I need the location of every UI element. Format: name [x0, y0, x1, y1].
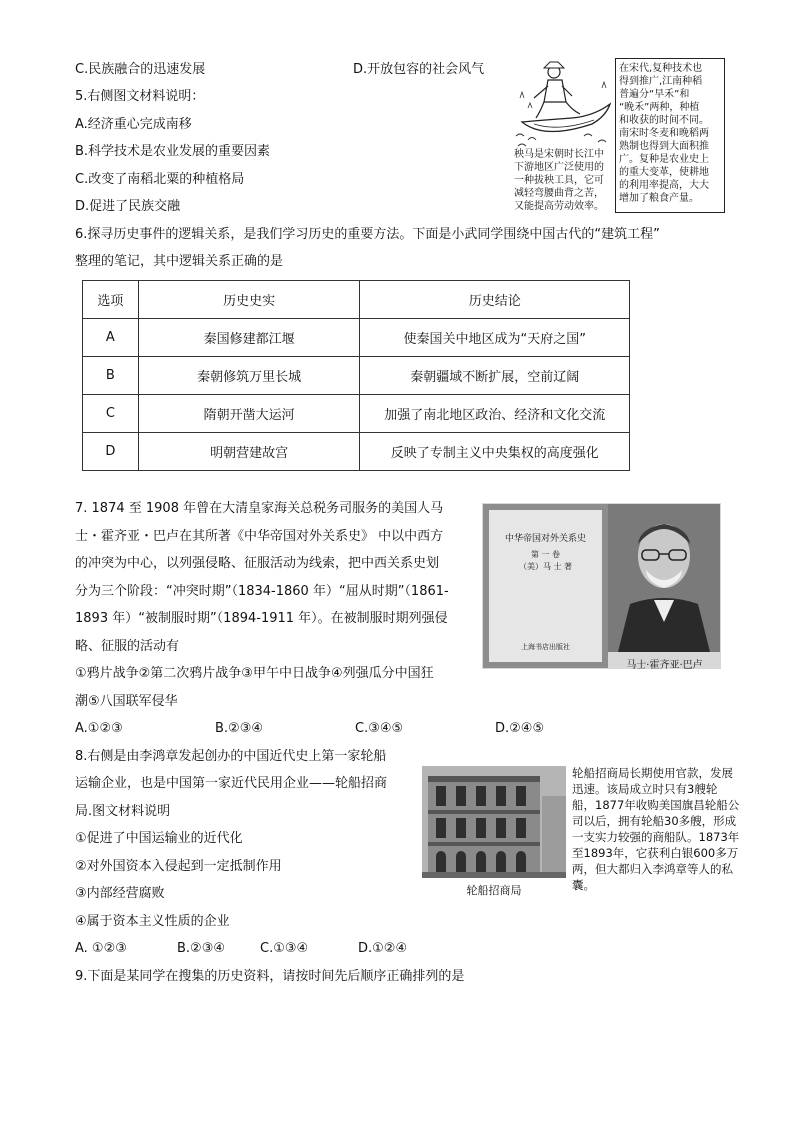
portrait-illustration — [608, 504, 720, 652]
q7-line: 1893 年）“被制服时期”（1894-1911 年）。在被制服时期列强侵 — [75, 611, 448, 626]
q5-figure — [514, 58, 727, 216]
q7-line: 潮⑤八国联军侵华 — [75, 694, 178, 709]
table-row — [83, 357, 630, 395]
q8-line: ①促进了中国运输业的近代化 — [75, 831, 243, 846]
textbox-line: 的利用率提高，大大 — [619, 180, 709, 191]
table-row — [83, 319, 630, 357]
table-row — [83, 395, 630, 433]
portrait-caption: 马士·霍齐亚·巴卢 — [626, 660, 703, 671]
q7-option-c: C.③④⑤ — [355, 721, 404, 736]
header-option: 选项 — [83, 281, 139, 319]
table-header-row — [83, 281, 630, 319]
yangma-caption-line: 下游地区广泛使用的 — [514, 162, 604, 173]
yangma-caption-line: 一种拔秧工具，它可 — [514, 175, 604, 186]
q8-option-c: C.①③④ — [260, 941, 309, 956]
textbox-line: 在宋代,复种技术也 — [619, 63, 703, 74]
q8-option-a: A. ①②③ — [75, 941, 127, 956]
q8-line: ③内部经营腐败 — [75, 886, 165, 901]
book-title: 中华帝国对外关系史 — [504, 534, 586, 544]
yangma-caption — [514, 148, 614, 213]
q6-stem-line1: 6.探寻历史事件的逻辑关系，是我们学习历史的重要方法。下面是小武同学围绕中国古代的“建筑工程” — [75, 227, 660, 242]
q5-option-d: D.促进了民族交融 — [75, 199, 181, 214]
q4-option-c: C.民族融合的迅速发展 — [75, 62, 206, 77]
textbox-line: 南宋时冬麦和晚稻两 — [619, 128, 709, 139]
table-cell: D — [83, 433, 139, 471]
q7-line: 分为三个阶段：“冲突时期”（1834-1860 年）“屈从时期”（1861- — [75, 584, 449, 599]
q9-stem: 9.下面是某同学在搜集的历史资料，请按时间先后顺序正确排列的是 — [75, 969, 465, 984]
q5-option-a: A.经济重心完成南移 — [75, 117, 192, 132]
book-publisher: 上海书店出版社 — [521, 643, 570, 651]
q6-table — [82, 280, 630, 471]
textbox-line: 的重大变革，使耕地 — [619, 167, 709, 178]
photo-caption: 轮船招商局 — [466, 884, 522, 897]
q7-line: ①鸦片战争②第二次鸦片战争③甲午中日战争④列强瓜分中国狂 — [75, 666, 434, 681]
table-cell: 秦朝修筑万里长城 — [138, 357, 360, 395]
textbox-line: “晚禾”两种，种植 — [619, 102, 700, 113]
q7-option-b: B.②③④ — [215, 721, 264, 736]
textbox-line: 和收获的时间不同。 — [619, 115, 709, 126]
multi-cropping-textbox — [615, 58, 725, 213]
header-conclusion: 历史结论 — [360, 281, 630, 319]
table-cell: C — [83, 395, 139, 433]
book-author: （美）马 士 著 — [518, 562, 573, 571]
q5-option-c: C.改变了南稻北粟的种植格局 — [75, 172, 245, 187]
q8-line: ④属于资本主义性质的企业 — [75, 914, 230, 929]
textbox-line: 普遍分“早禾”和 — [619, 89, 690, 100]
q8-line: 8.右侧是由李鸿章发起创办的中国近代史上第一家轮船 — [75, 749, 387, 764]
table-cell: B — [83, 357, 139, 395]
q8-option-b: B.②③④ — [177, 941, 226, 956]
q6-stem-line2: 整理的笔记，其中逻辑关系正确的是 — [75, 254, 284, 269]
table-cell: 秦国修建都江堰 — [138, 319, 360, 357]
q7-line: 7. 1874 至 1908 年曾在大清皇家海关总税务司服务的美国人马 — [75, 501, 444, 516]
zhaoshangju-building-photo — [422, 766, 566, 878]
yangma-caption-line: 又能提高劳动效率。 — [514, 201, 604, 212]
q7-line: 士・霍齐亚・巴卢在其所著《中华帝国对外关系史》 中以中西方 — [75, 529, 444, 544]
zhaoshangju-description: 轮船招商局长期使用官款，发展迅速。该局成立时只有3艘轮船，1877年收购美国旗昌轮船公司以后，拥有轮船30多艘，形成一支实力较强的商船队。1873年至1893年，它获利白银600多万两，但大都归入李鸿章等人的私囊。 — [572, 766, 740, 892]
table-cell: 加强了南北地区政治、经济和文化交流 — [360, 395, 630, 433]
header-fact: 历史史实 — [138, 281, 360, 319]
textbox-line: 增加了粮食产量。 — [619, 193, 699, 204]
q7-option-a: A.①②③ — [75, 721, 123, 736]
table-row — [83, 433, 630, 471]
q8-line: 运输企业，也是中国第一家近代民用企业——轮船招商 — [75, 776, 388, 791]
q8-line: ②对外国资本入侵起到一定抵制作用 — [75, 859, 282, 874]
textbox-line: 得到推广,江南种稻 — [619, 76, 703, 87]
q8-option-d: D.①②④ — [358, 941, 408, 956]
textbox-line: 熟制也得到大面积推 — [619, 141, 709, 152]
book-volume: 第 一 卷 — [530, 550, 561, 559]
building-illustration — [422, 766, 566, 878]
portrait-photo — [608, 504, 720, 652]
table-cell: 使秦国关中地区成为“天府之国” — [360, 319, 630, 357]
q7-line: 略、征服的活动有 — [75, 639, 180, 654]
q7-option-d: D.②④⑤ — [495, 721, 545, 736]
q4-option-d: D.开放包容的社会风气 — [353, 62, 485, 77]
table-cell: 隋朝开凿大运河 — [138, 395, 360, 433]
textbox-line: 广。复种是农业史上 — [619, 154, 709, 165]
yangma-caption-line: 秧马是宋朝时长江中 — [514, 149, 604, 160]
yangma-caption-line: 减轻弯腰曲背之苦， — [514, 188, 604, 199]
table-cell: 反映了专制主义中央集权的高度强化 — [360, 433, 630, 471]
q5-option-b: B.科学技术是农业发展的重要因素 — [75, 144, 271, 159]
book-cover-image — [483, 504, 608, 668]
table-cell: 秦朝疆域不断扩展，空前辽阔 — [360, 357, 630, 395]
q7-line: 的冲突为中心，以列强侵略、征服活动为线索，把中西关系史划 — [75, 556, 440, 571]
q8-line: 局.图文材料说明 — [75, 804, 171, 819]
table-cell: 明朝营建故宫 — [138, 433, 360, 471]
q5-stem: 5.右侧图文材料说明： — [75, 89, 205, 104]
yangma-illustration — [514, 58, 612, 150]
table-cell: A — [83, 319, 139, 357]
book-cover — [489, 510, 602, 662]
